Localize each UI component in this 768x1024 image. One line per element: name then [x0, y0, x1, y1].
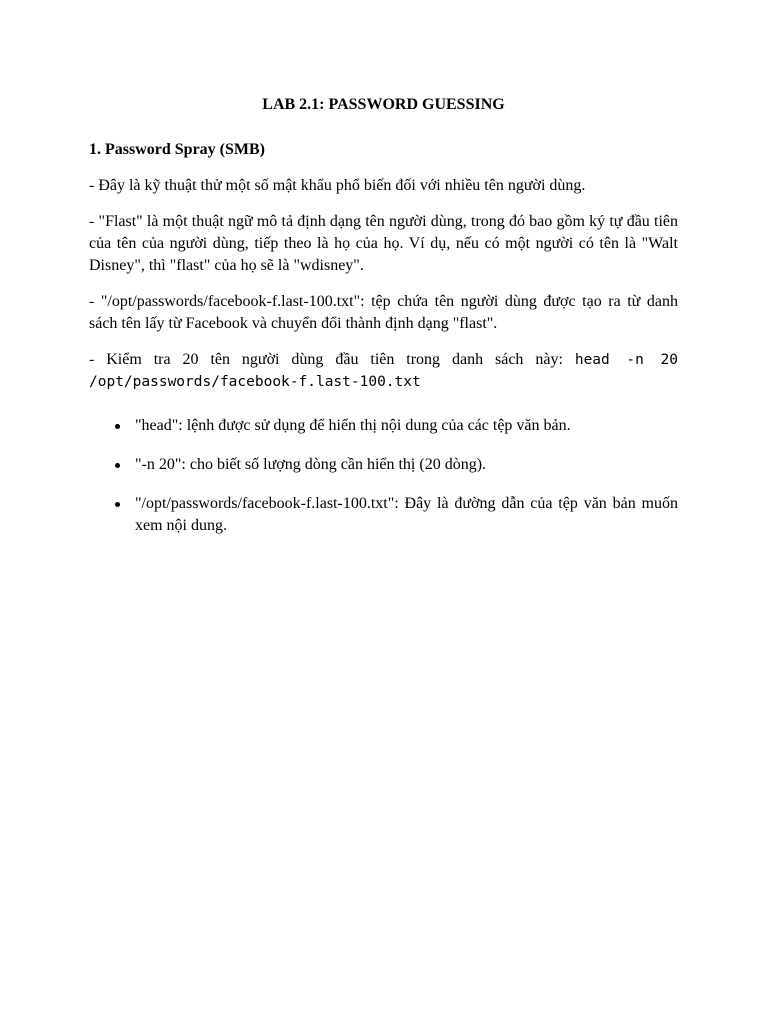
command-text: head -n 20 /opt/passwords/facebook-f.last-100.txt — [89, 352, 678, 390]
list-item — [89, 454, 678, 476]
bullet-list — [89, 415, 678, 537]
bullet-icon — [115, 463, 120, 468]
command-intro: - Kiểm tra 20 tên người dùng đầu tiên trong danh sách này: — [89, 351, 575, 368]
document-content — [89, 94, 678, 554]
bullet-icon — [115, 502, 120, 507]
paragraph-command — [89, 349, 678, 393]
list-item-text: "/opt/passwords/facebook-f.last-100.txt": Đây là đường dẫn của tệp văn bản muốn xem nội dung. — [135, 495, 678, 534]
list-item — [89, 415, 678, 437]
section-heading: 1. Password Spray (SMB) — [89, 141, 266, 158]
page-title: LAB 2.1: PASSWORD GUESSING — [262, 96, 505, 113]
bullet-icon — [115, 424, 120, 429]
list-item-text: "-n 20": cho biết số lượng dòng cần hiển thị (20 dòng). — [135, 456, 487, 473]
paragraph-flast: - "Flast" là một thuật ngữ mô tả định dạng tên người dùng, trong đó bao gồm ký tự đầu tiên của tên của người dùng, tiếp theo là họ của họ. Ví dụ, nếu có một người có tên là "Walt Disney", thì "flast" của họ sẽ là "wdisney". — [89, 213, 678, 274]
paragraph-file: - "/opt/passwords/facebook-f.last-100.txt": tệp chứa tên người dùng được tạo ra từ danh sách tên lấy từ Facebook và chuyển đổi thành định dạng "flast". — [89, 293, 678, 332]
list-item — [89, 493, 678, 537]
list-item-text: "head": lệnh được sử dụng để hiển thị nội dung của các tệp văn bản. — [135, 417, 571, 434]
paragraph-definition: - Đây là kỹ thuật thử một số mật khẩu phổ biến đối với nhiều tên người dùng. — [89, 177, 586, 194]
